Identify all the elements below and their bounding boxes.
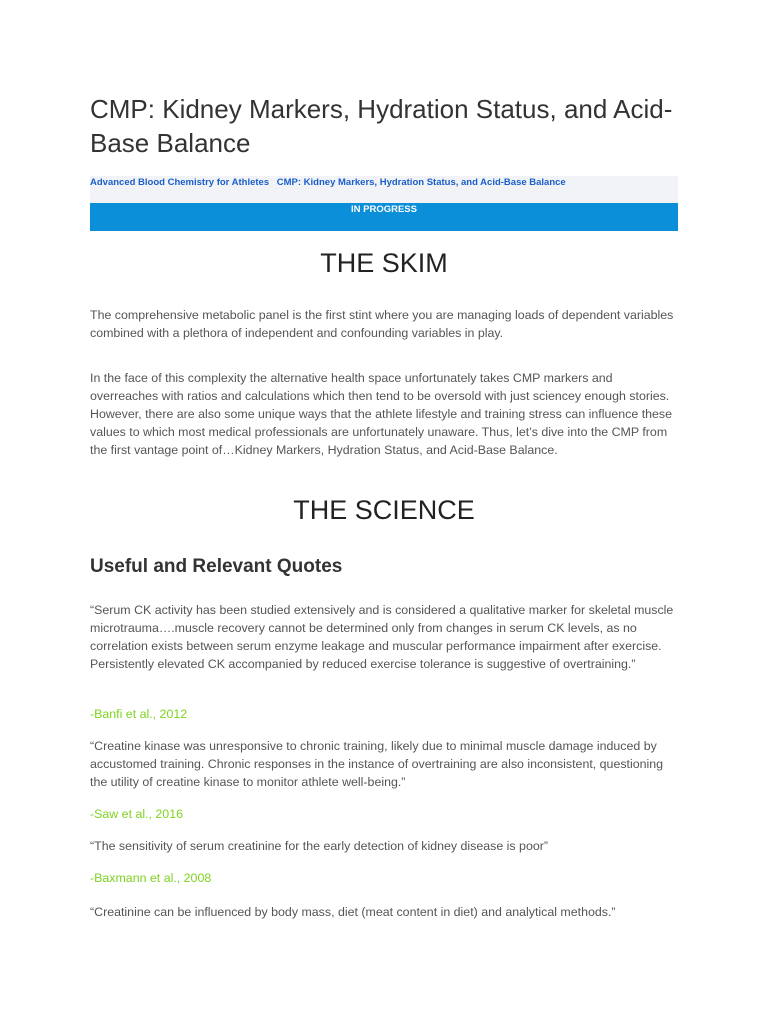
quote-text-2: “Creatine kinase was unresponsive to chronic training, likely due to minimal muscle damage induced by accustomed training. Chronic responses in the instance of overtraining are also inconsistent, questioning the utility of creatine kinase to monitor athlete well-being.” xyxy=(90,739,664,789)
skim-paragraph-1: The comprehensive metabolic panel is the first stint where you are managing loads of dependent variables combined with a plethora of independent and confounding variables in play. xyxy=(90,308,674,340)
status-label: IN PROGRESS xyxy=(351,204,417,215)
skim-paragraph-2: In the face of this complexity the alternative health space unfortunately takes CMP markers and overreaches with ratios and calculations which then tend to be oversold with just sciencey enough stories. However, there are also some unique ways that the athlete lifestyle and training stress can influence these values to which most medical professionals are unfortunately unaware. Thus, let’s dive into the CMP from the first vantage point of…Kidney Markers, Hydration Status, and Acid-Base Balance. xyxy=(90,371,673,457)
quote-text-3: “The sensitivity of serum creatinine for the early detection of kidney disease is poor” xyxy=(90,839,548,853)
breadcrumb-course-link[interactable]: Advanced Blood Chemistry for Athletes xyxy=(90,177,270,188)
quotes-subheading: Useful and Relevant Quotes xyxy=(90,556,343,577)
quote-text-4: “Creatinine can be influenced by body mass, diet (meat content in diet) and analytical methods.” xyxy=(90,905,616,919)
skim-heading: THE SKIM xyxy=(320,248,448,278)
page-title: CMP: Kidney Markers, Hydration Status, and Acid-Base Balance xyxy=(90,94,673,158)
quote-citation-1: -Banfi et al., 2012 xyxy=(90,707,188,721)
quote-text-1: “Serum CK activity has been studied extensively and is considered a qualitative marker for skeletal muscle microtrauma….muscle recovery cannot be determined only from changes in serum CK levels, as no correlation exists between serum enzyme leakage and muscular performance impairment after exercise. Persistently elevated CK accompanied by reduced exercise tolerance is suggestive of overtraining.” xyxy=(90,603,674,671)
breadcrumb xyxy=(90,176,678,203)
breadcrumb-lesson-link[interactable]: CMP: Kidney Markers, Hydration Status, and Acid-Base Balance xyxy=(276,177,566,188)
science-heading: THE SCIENCE xyxy=(293,495,475,525)
quote-citation-2: -Saw et al., 2016 xyxy=(90,807,183,821)
quote-citation-3: -Baxmann et al., 2008 xyxy=(90,871,212,885)
progress-status-bar xyxy=(90,203,678,231)
